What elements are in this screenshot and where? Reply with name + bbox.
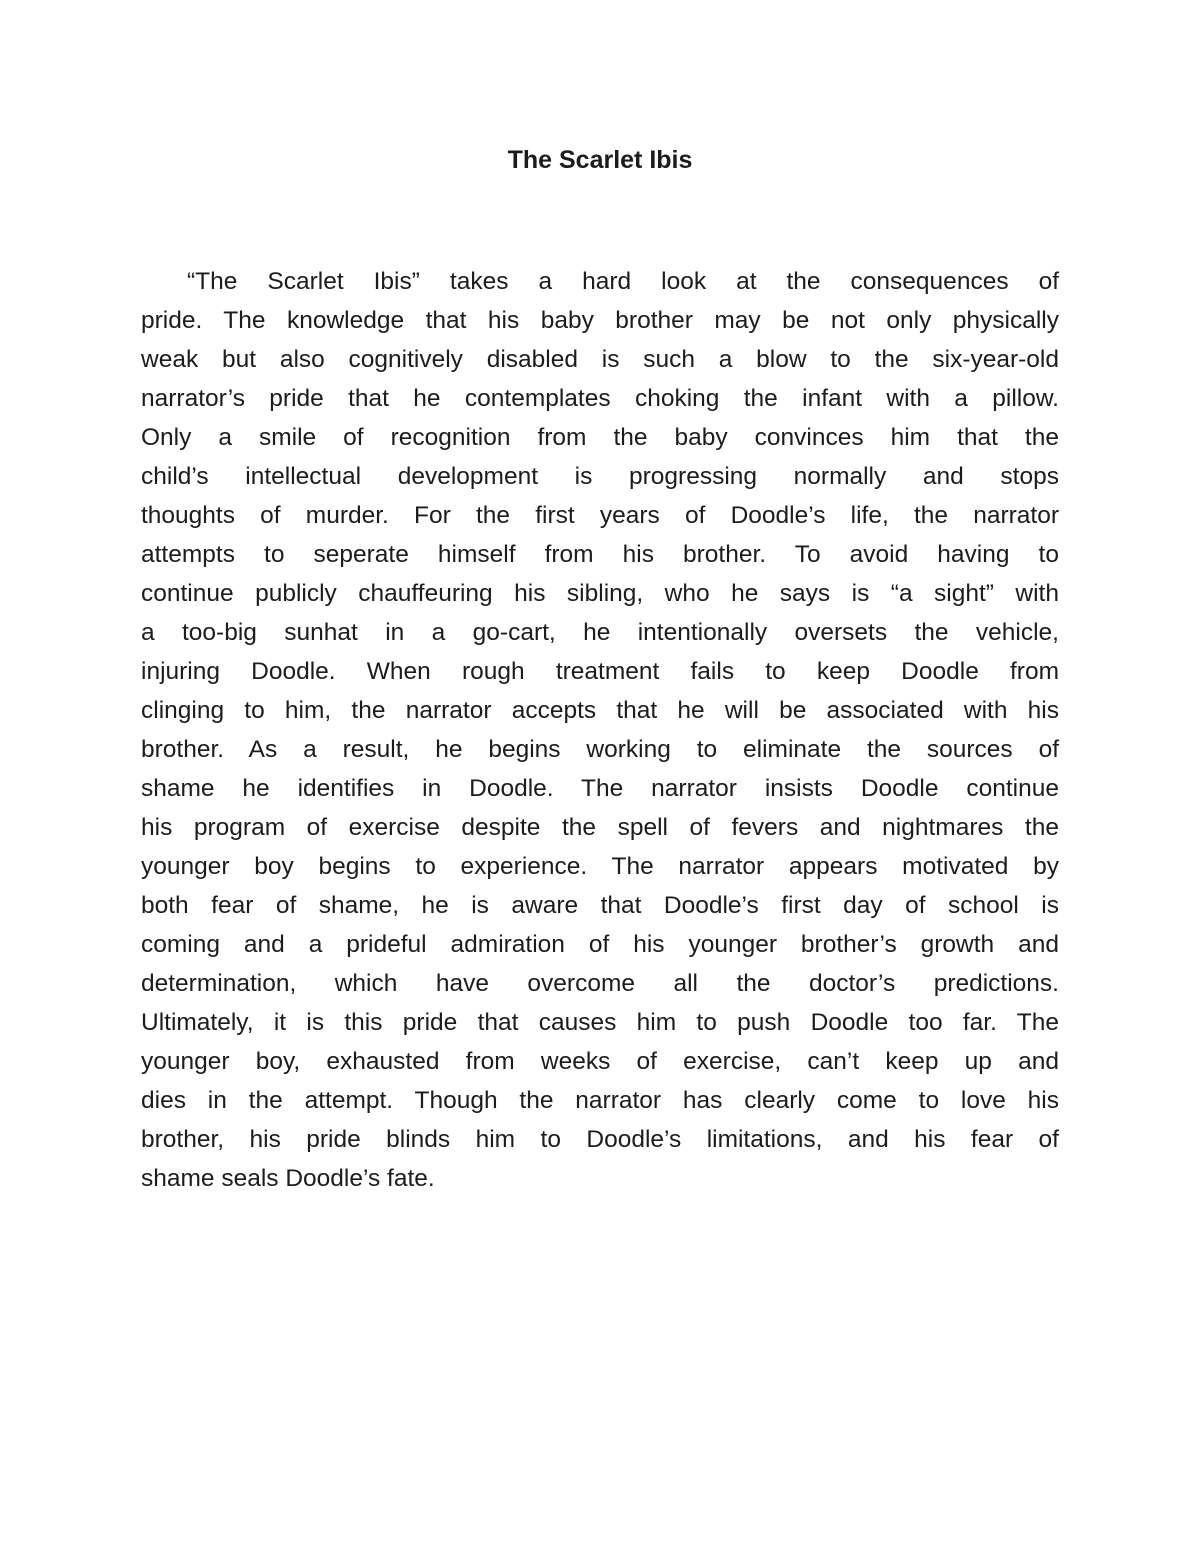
paragraph-line: both fear of shame, he is aware that Doodle’s first day of school is: [141, 892, 1059, 919]
document-title: The Scarlet Ibis: [507, 146, 693, 174]
paragraph-line: a too-big sunhat in a go-cart, he intentionally oversets the vehicle,: [141, 619, 1059, 646]
paragraph-line: shame he identifies in Doodle. The narrator insists Doodle continue: [141, 775, 1059, 802]
paragraph-line: shame seals Doodle’s fate.: [141, 1165, 435, 1192]
paragraph-line: dies in the attempt. Though the narrator has clearly come to love his: [141, 1087, 1059, 1114]
paragraph-line: determination, which have overcome all the doctor’s predictions.: [141, 970, 1059, 997]
paragraph-line: “The Scarlet Ibis” takes a hard look at the consequences of: [187, 268, 1059, 295]
body-paragraph: [141, 262, 1059, 1198]
paragraph-line: continue publicly chauffeuring his sibling, who he says is “a sight” with: [141, 580, 1059, 607]
paragraph-line: pride. The knowledge that his baby brother may be not only physically: [141, 307, 1059, 334]
paragraph-line: Ultimately, it is this pride that causes him to push Doodle too far. The: [141, 1009, 1059, 1036]
paragraph-line: child’s intellectual development is progressing normally and stops: [141, 463, 1059, 490]
paragraph-line: his program of exercise despite the spell of fevers and nightmares the: [141, 814, 1059, 841]
paragraph-line: brother, his pride blinds him to Doodle’s limitations, and his fear of: [141, 1126, 1059, 1153]
paragraph-line: weak but also cognitively disabled is such a blow to the six-year-old: [141, 346, 1059, 373]
paragraph-line: younger boy begins to experience. The narrator appears motivated by: [141, 853, 1059, 880]
paragraph-line: attempts to seperate himself from his brother. To avoid having to: [141, 541, 1059, 568]
paragraph-line: narrator’s pride that he contemplates choking the infant with a pillow.: [141, 385, 1059, 412]
paragraph-line: younger boy, exhausted from weeks of exercise, can’t keep up and: [141, 1048, 1059, 1075]
paragraph-line: thoughts of murder. For the first years of Doodle’s life, the narrator: [141, 502, 1059, 529]
paragraph-line: Only a smile of recognition from the baby convinces him that the: [141, 424, 1059, 451]
paragraph-line: coming and a prideful admiration of his younger brother’s growth and: [141, 931, 1059, 958]
paragraph-line: brother. As a result, he begins working to eliminate the sources of: [141, 736, 1059, 763]
paragraph-line: clinging to him, the narrator accepts that he will be associated with his: [141, 697, 1059, 724]
paragraph-line: injuring Doodle. When rough treatment fails to keep Doodle from: [141, 658, 1059, 685]
